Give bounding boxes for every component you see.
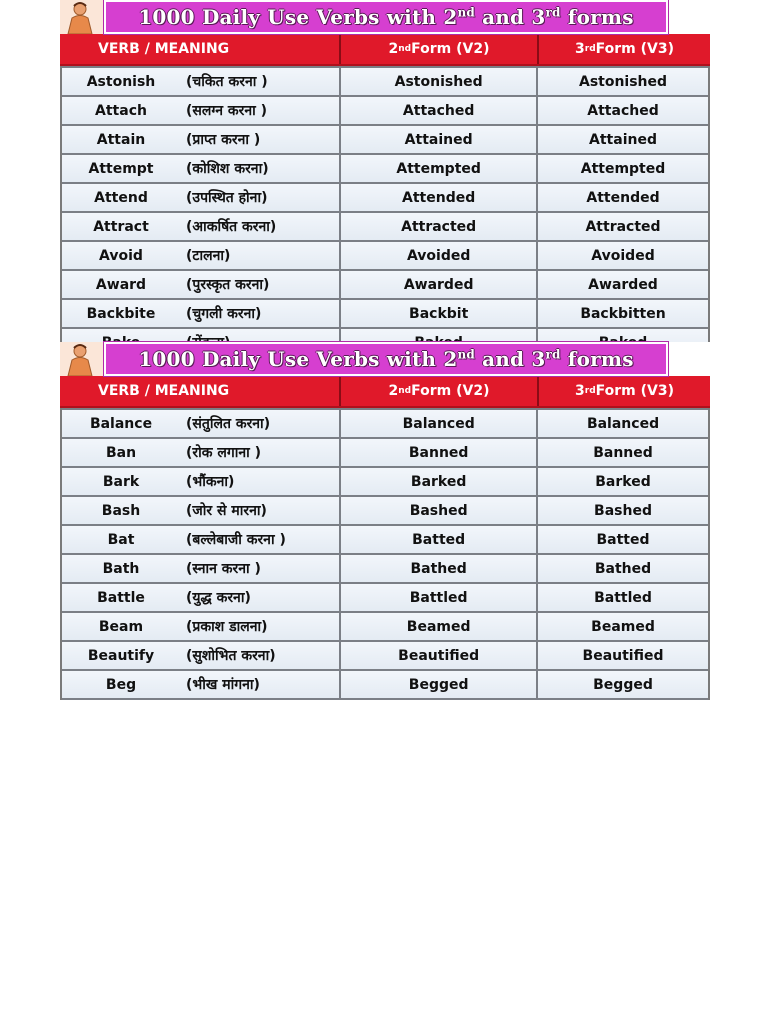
v2-cell: Attached xyxy=(341,97,538,124)
table-row xyxy=(62,642,708,671)
v3-cell: Beautified xyxy=(582,647,664,664)
v2-cell: Backbit xyxy=(341,300,538,327)
table-row xyxy=(62,300,708,329)
v3-cell: Banned xyxy=(593,444,653,461)
v2-cell: Bathed xyxy=(341,555,538,582)
verb-word: Beam xyxy=(98,618,144,635)
table-row xyxy=(62,555,708,584)
verb-meaning: (बल्लेबाजी करना ) xyxy=(186,532,286,548)
v2-cell: Attempted xyxy=(341,155,538,182)
verb-meaning: (आकर्षित करना) xyxy=(186,219,277,235)
verb-word: Balance xyxy=(89,415,153,432)
v2-cell: Balanced xyxy=(341,410,538,437)
v2-cell: Attracted xyxy=(341,213,538,240)
v3-cell: Avoided xyxy=(591,247,655,264)
verb-meaning: (चुगली करना) xyxy=(186,306,262,322)
v3-cell: Batted xyxy=(596,531,650,548)
verb-meaning: (सुशोभित करना) xyxy=(186,648,276,664)
table-row xyxy=(62,97,708,126)
table-body xyxy=(60,66,710,358)
banner xyxy=(60,0,710,34)
table-row xyxy=(62,184,708,213)
verb-meaning: (रोक लगाना ) xyxy=(186,445,262,461)
v2-cell: Attended xyxy=(341,184,538,211)
page-title: 1000 Daily Use Verbs with 2nd and 3rd forms xyxy=(138,347,634,371)
v3-cell: Bathed xyxy=(594,560,652,577)
v2-cell: Banned xyxy=(341,439,538,466)
table-row xyxy=(62,271,708,300)
verb-cell xyxy=(62,671,341,698)
verb-word: Attract xyxy=(93,218,149,235)
verb-cell xyxy=(62,184,341,211)
verb-word: Attain xyxy=(96,131,146,148)
verb-word: Beg xyxy=(105,676,137,693)
v2-cell: Attained xyxy=(341,126,538,153)
header-second-form: 2 nd Form (V2) xyxy=(341,376,539,406)
verb-word: Attach xyxy=(95,102,147,119)
header-third-form: 3 rd Form (V3) xyxy=(575,41,674,57)
verb-cell xyxy=(62,271,341,298)
table-row xyxy=(62,497,708,526)
verb-meaning: (स्नान करना ) xyxy=(186,561,261,577)
v2-cell: Astonished xyxy=(341,68,538,95)
verb-meaning: (भीख मांगना) xyxy=(186,677,260,693)
table-row xyxy=(62,671,708,700)
header-verb-meaning: VERB / MEANING xyxy=(60,376,341,406)
verb-meaning: (प्रकाश डालना) xyxy=(186,619,268,635)
verb-meaning: (सलग्न करना ) xyxy=(186,103,268,119)
verb-cell xyxy=(62,126,341,153)
verb-cell xyxy=(62,68,341,95)
verb-cell xyxy=(62,613,341,640)
table-row xyxy=(62,468,708,497)
table-row xyxy=(62,155,708,184)
table-row xyxy=(62,213,708,242)
verb-meaning: (जोर से मारना) xyxy=(186,503,267,519)
verb-cell xyxy=(62,584,341,611)
v2-cell: Battled xyxy=(341,584,538,611)
verb-word: Beautify xyxy=(87,647,155,664)
verb-cell xyxy=(62,468,341,495)
verb-meaning: (उपस्थित होना) xyxy=(186,190,268,206)
v3-cell: Attached xyxy=(587,102,659,119)
verb-word: Bath xyxy=(102,560,140,577)
verb-meaning: (पुरस्कृत करना) xyxy=(186,277,270,293)
v3-cell: Battled xyxy=(594,589,652,606)
v2-cell: Barked xyxy=(341,468,538,495)
v3-cell: Astonished xyxy=(578,73,668,90)
table-row xyxy=(62,242,708,271)
verb-word: Ban xyxy=(105,444,137,461)
verb-word: Astonish xyxy=(86,73,156,90)
table-row xyxy=(62,126,708,155)
v3-cell: Awarded xyxy=(588,276,658,293)
v2-cell: Bashed xyxy=(341,497,538,524)
v3-cell: Bashed xyxy=(594,502,652,519)
verb-cell xyxy=(62,555,341,582)
verb-word: Award xyxy=(95,276,147,293)
verb-word: Avoid xyxy=(99,247,143,264)
verb-cell xyxy=(62,155,341,182)
v2-cell: Batted xyxy=(341,526,538,553)
verb-cell xyxy=(62,497,341,524)
verb-sheet-1 xyxy=(60,0,710,358)
verb-word: Battle xyxy=(97,589,145,606)
v2-cell: Beautified xyxy=(341,642,538,669)
table-row xyxy=(62,66,708,97)
table-row xyxy=(62,584,708,613)
verb-word: Backbite xyxy=(86,305,156,322)
verb-meaning: (भौंकना) xyxy=(186,474,235,490)
table-row xyxy=(62,526,708,555)
verb-cell xyxy=(62,642,341,669)
verb-meaning: (कोशिश करना) xyxy=(186,161,269,177)
header-verb-meaning: VERB / MEANING xyxy=(60,34,341,64)
header-second-form: 2 nd Form (V2) xyxy=(341,34,539,64)
person-figure-icon xyxy=(60,342,104,376)
table-body xyxy=(60,408,710,700)
verb-meaning: (संतुलित करना) xyxy=(186,416,271,432)
v3-cell: Attended xyxy=(586,189,660,206)
table-header xyxy=(60,376,710,408)
verb-cell xyxy=(62,410,341,437)
v3-cell: Attained xyxy=(589,131,657,148)
person-figure-icon xyxy=(60,0,104,34)
v2-cell: Awarded xyxy=(341,271,538,298)
v3-cell: Backbitten xyxy=(580,305,666,322)
verb-meaning: (चकित करना ) xyxy=(186,74,268,90)
v2-cell: Beamed xyxy=(341,613,538,640)
verb-word: Bash xyxy=(101,502,141,519)
verb-cell xyxy=(62,300,341,327)
v3-cell: Barked xyxy=(595,473,651,490)
v3-cell: Attracted xyxy=(585,218,661,235)
table-header xyxy=(60,34,710,66)
verb-cell xyxy=(62,213,341,240)
v3-cell: Balanced xyxy=(586,415,660,432)
banner-title-box xyxy=(104,342,668,376)
v2-cell: Begged xyxy=(341,671,538,698)
verb-cell xyxy=(62,526,341,553)
verb-cell xyxy=(62,242,341,269)
table-row xyxy=(62,439,708,468)
verb-cell xyxy=(62,439,341,466)
v3-cell: Begged xyxy=(593,676,653,693)
verb-cell xyxy=(62,97,341,124)
v3-cell: Beamed xyxy=(591,618,655,635)
verb-meaning: (युद्ध करना) xyxy=(186,590,251,606)
v2-cell: Avoided xyxy=(341,242,538,269)
header-third-form: 3 rd Form (V3) xyxy=(575,383,674,399)
verb-word: Attempt xyxy=(88,160,154,177)
verb-sheet-2 xyxy=(60,342,710,700)
banner-title-box xyxy=(104,0,668,34)
page-title: 1000 Daily Use Verbs with 2nd and 3rd forms xyxy=(138,5,634,29)
verb-word: Bat xyxy=(107,531,135,548)
banner xyxy=(60,342,710,376)
verb-meaning: (प्राप्त करना ) xyxy=(186,132,261,148)
table-row xyxy=(62,408,708,439)
v3-cell: Attempted xyxy=(580,160,666,177)
table-row xyxy=(62,613,708,642)
verb-meaning: (टालना) xyxy=(186,248,231,264)
verb-word: Attend xyxy=(94,189,148,206)
verb-word: Bark xyxy=(102,473,140,490)
